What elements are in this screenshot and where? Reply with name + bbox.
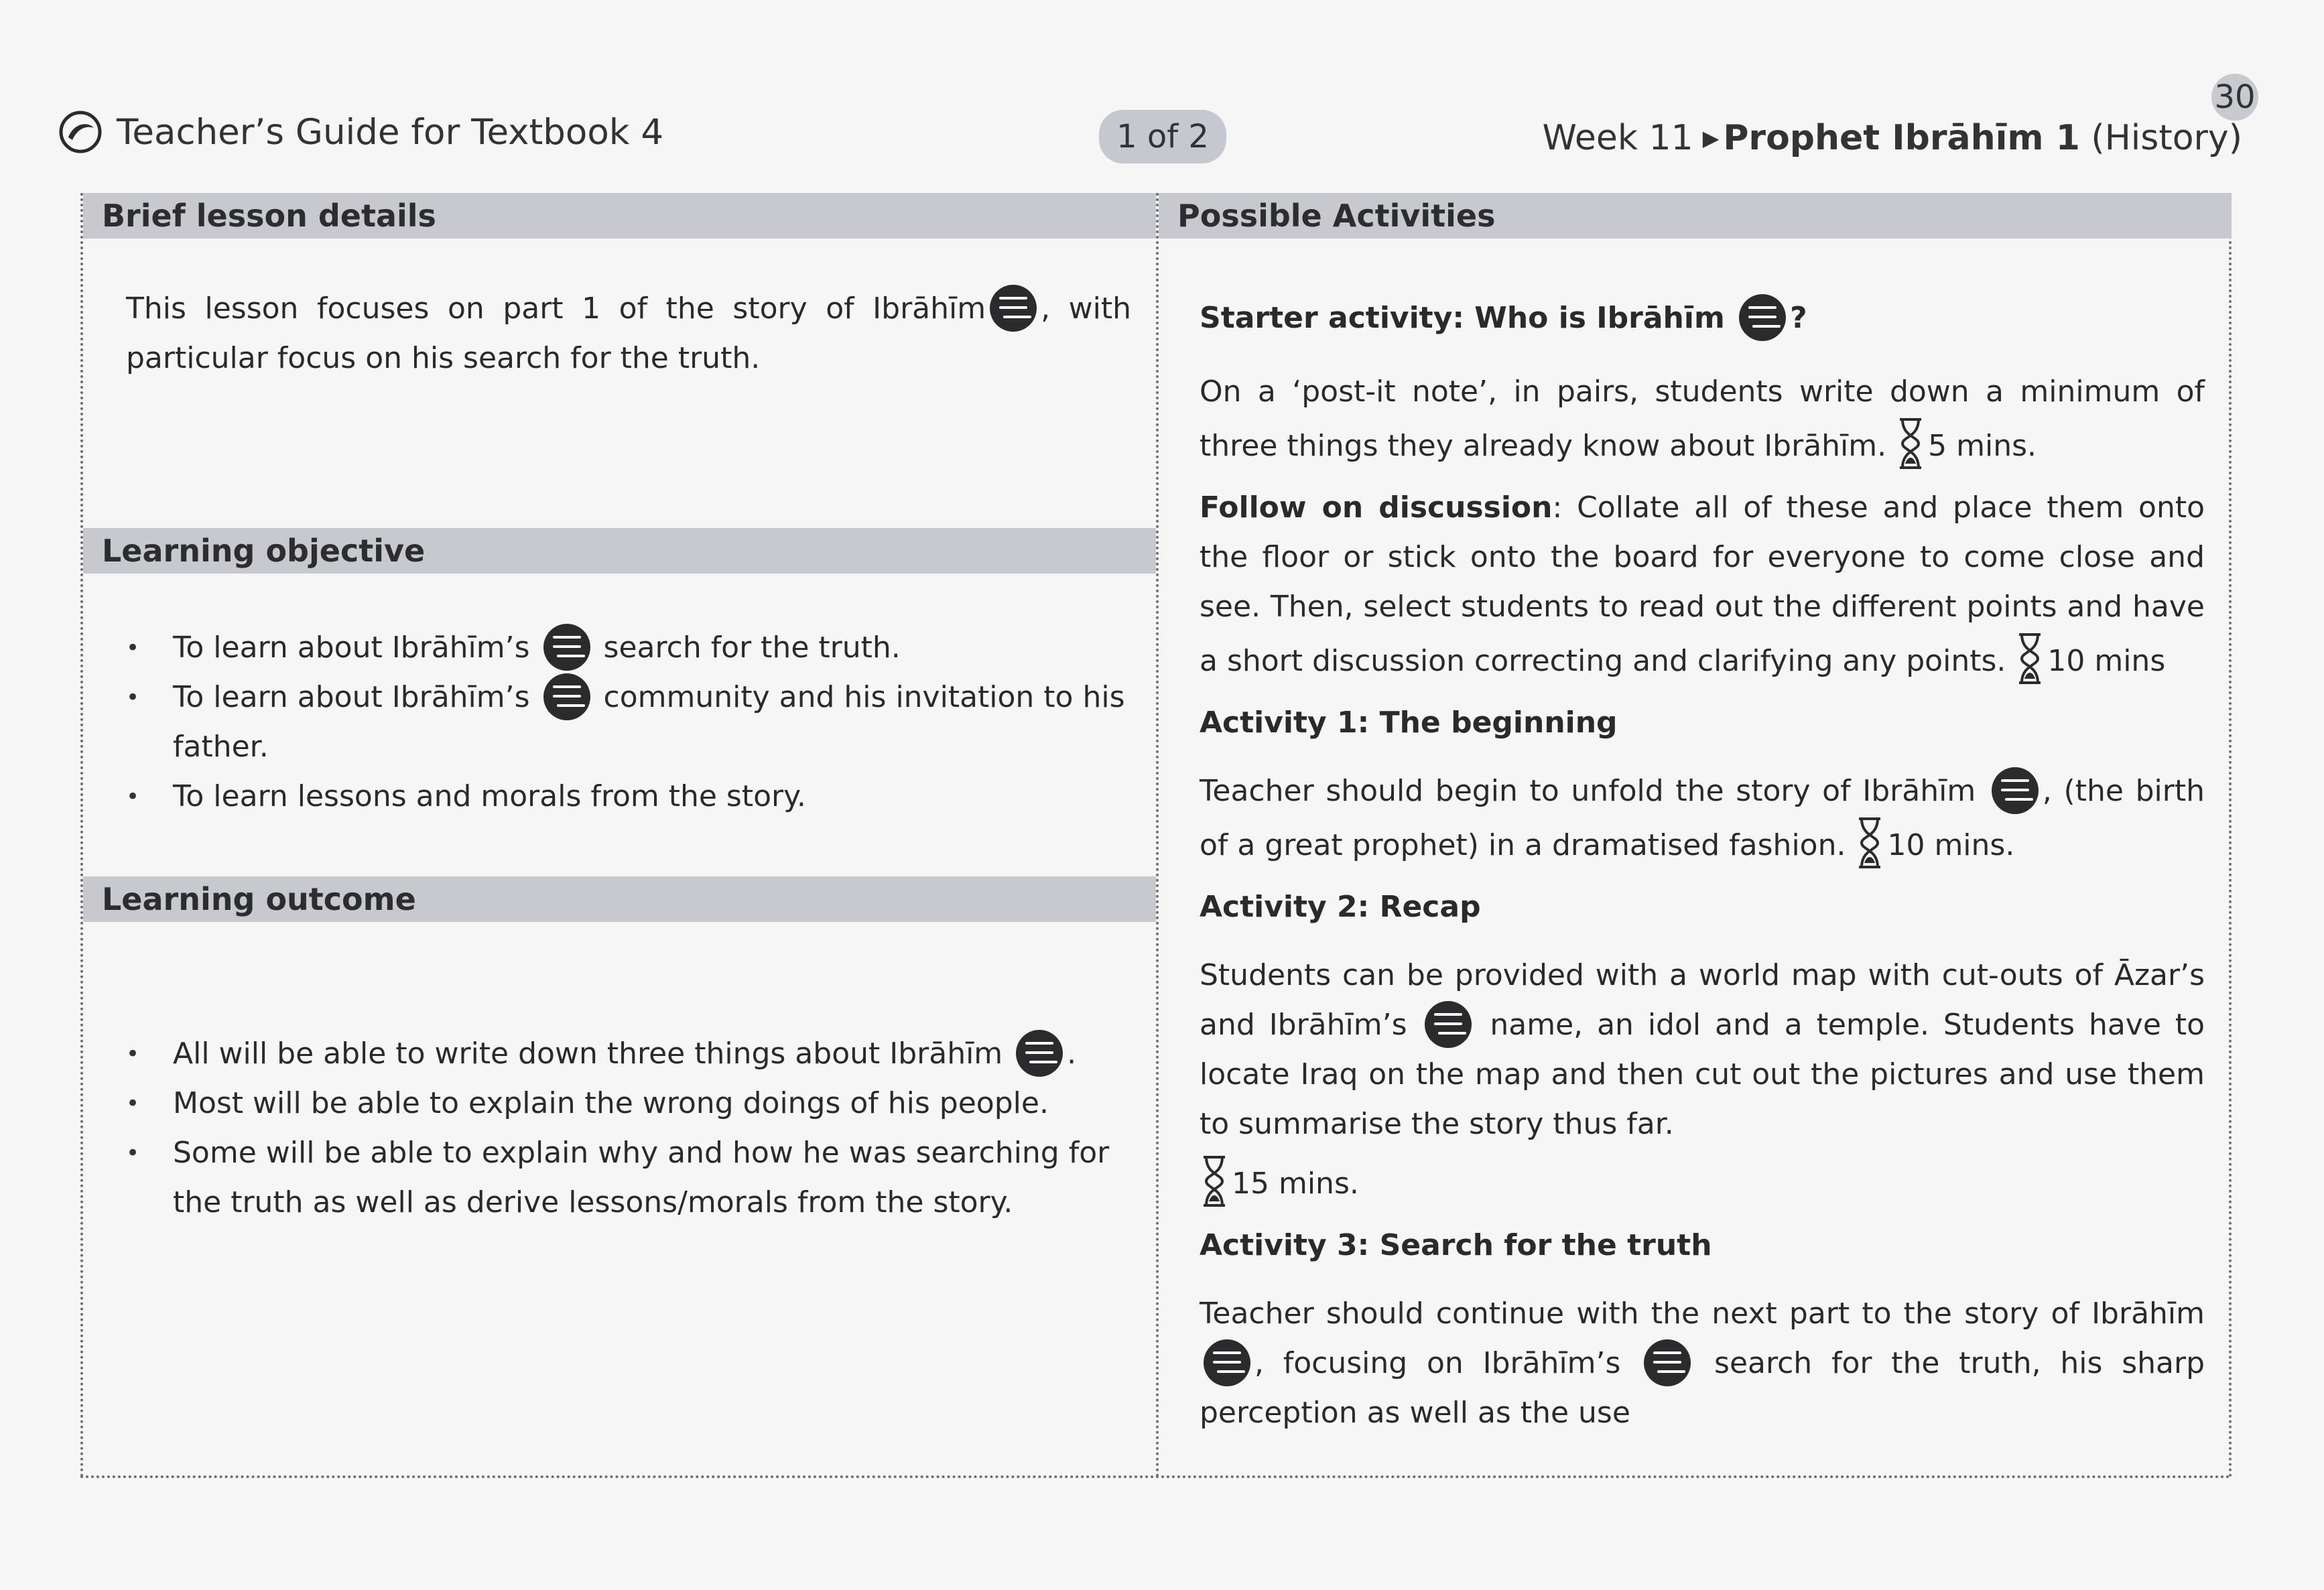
lesson-title: Prophet Ibrāhīm 1 [1723, 118, 2080, 158]
outcome-list [126, 1029, 1138, 1228]
honorific-icon [1016, 1030, 1063, 1077]
honorific-icon [1644, 1339, 1691, 1386]
page-number: 30 [2211, 74, 2258, 121]
guide-title-text: Teacher’s Guide for Textbook 4 [117, 111, 664, 153]
discussion-text: Follow on discussion: Collate all of these and place them onto the floor or stick onto the board for everyone to come close and see. Then, select students to read out the different points and have a short discussion correcting and clarifying any points. 10 mins [1200, 483, 2205, 686]
list-item: • Some will be able to explain why and how he was searching for the truth as well as derive lessons/morals from the story. [126, 1128, 1138, 1228]
activity3-title: Activity 3: Search for the truth [1200, 1228, 1712, 1262]
honorific-icon [990, 285, 1037, 332]
objective-list [126, 623, 1138, 821]
list-item: • All will be able to write down three things about Ibrāhīm . [126, 1029, 1138, 1079]
hourglass-icon [1896, 417, 1925, 470]
objective-heading: Learning objective [83, 528, 1156, 574]
activity1-text: Teacher should begin to unfold the story of Ibrāhīm , (the birth of a great prophet) in a dramatised fashion. 10 mins. [1200, 767, 2205, 870]
list-item: • To learn about Ibrāhīm’s search for the truth. [126, 623, 1138, 673]
activity2-text: Students can be provided with a world map with cut-outs of Āzar’s and Ibrāhīm’s name, an idol and a temple. Students have to locate Iraq on the map and then cut out the pictures and use them to summarise the story thus far. [1200, 958, 2205, 1141]
activity2-title: Activity 2: Recap [1200, 890, 1481, 924]
brief-text-a: This lesson focuses on part 1 of the story of Ibrāhīm [126, 291, 986, 326]
caret-right-icon: ▶ [1702, 125, 1720, 151]
column-divider [1156, 193, 1159, 1478]
activity3-text: Teacher should continue with the next part to the story of Ibrāhīm , focusing on Ibrāhīm’s search for the truth, his sharp perception as well as the use [1200, 1297, 2205, 1430]
activity1-title: Activity 1: The beginning [1200, 706, 1618, 740]
honorific-icon [1425, 1001, 1472, 1048]
guide-title [59, 109, 663, 155]
brief-text-b: , with particular focus on his search for the truth. [126, 291, 1131, 375]
lesson-subject: (History) [2091, 118, 2242, 158]
activities-body [1200, 293, 2205, 1438]
activities-heading: Possible Activities [1159, 193, 2232, 239]
hourglass-icon [2015, 632, 2045, 685]
honorific-icon [1739, 294, 1786, 341]
starter-text: On a ‘post-it note’, in pairs, students write down a minimum of three things they already know about Ibrāhīm. 5 mins. [1200, 367, 2205, 471]
week-label: Week 11 [1542, 118, 1693, 158]
brief-heading: Brief lesson details [83, 193, 1156, 239]
honorific-icon [543, 673, 590, 720]
brief-text [126, 284, 1131, 383]
page-indicator: 1 of 2 [1099, 110, 1226, 163]
honorific-icon [543, 624, 590, 671]
list-item: • Most will be able to explain the wrong doings of his people. [126, 1079, 1138, 1128]
publisher-logo-icon [59, 111, 102, 153]
breadcrumb [1543, 118, 2242, 158]
hourglass-icon [1200, 1154, 1229, 1208]
starter-title: Starter activity: Who is Ibrāhīm ? [1200, 293, 2205, 343]
honorific-icon [1204, 1339, 1250, 1386]
list-item: • To learn lessons and morals from the story. [126, 772, 1138, 821]
honorific-icon [1992, 767, 2039, 814]
hourglass-icon [1855, 816, 1884, 870]
outcome-heading: Learning outcome [83, 876, 1156, 922]
activity2-time: 15 mins. [1200, 1154, 2205, 1209]
list-item: • To learn about Ibrāhīm’s community and his invitation to his father. [126, 673, 1138, 772]
